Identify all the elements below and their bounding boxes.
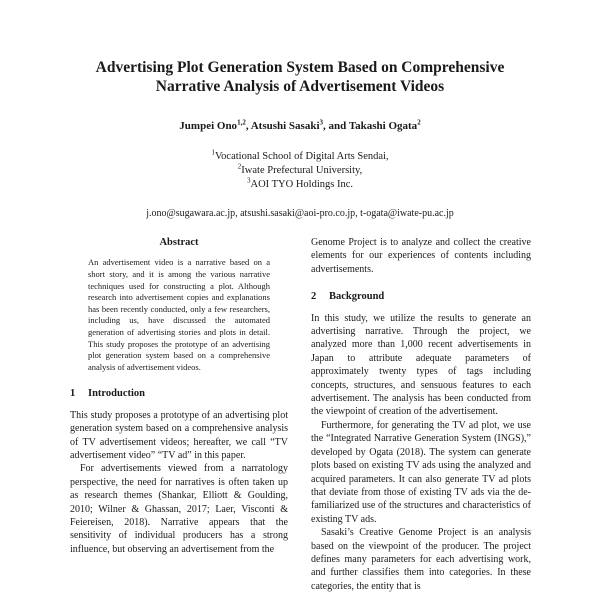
affiliation-mark: 3 [247,176,251,185]
paragraph: In this study, we utilize the results to generate an advertising narrative. Through the project, we analyzed more than 1,000 recent advertisements in Japan to attribute adequate parameters of approximately twenty types of tags including concepts, structures, and sensuous features to each advertisement. The analysis has been conducted from the viewpoint of creation of the advertisement. [311,312,531,418]
author-separator: , and [323,120,349,132]
author-separator: , [245,120,251,132]
affiliation-text: AOI TYO Holdings Inc. [250,179,353,190]
left-column [70,236,288,556]
author-emails: j.ono@sugawara.ac.jp, atsushi.sasaki@aoi-pro.co.jp, t-ogata@iwate-pu.ac.jp [146,208,454,219]
affiliation-line [60,150,540,164]
paragraph: Sasaki’s Creative Genome Project is an analysis based on the viewpoint of the producer. The project defines many parameters for each advertising work, and further classifies them into categories. In these categories, the entity that is [311,527,531,592]
section-heading-background [311,290,531,303]
section-number: 1 [70,388,76,400]
right-column [311,236,531,593]
title-line-1: Advertising Plot Generation System Based on Comprehensive [95,59,505,76]
author-list [60,120,540,132]
paragraph: Furthermore, for generating the TV ad plot, we use the “Integrated Narrative Generation System (INGS),” developed by Ogata (2018). The system can generate plots based on existing TV ads using the analyzed and acquired parameters. It can also generate TV ad plots that deviate from those of existing TV ads via the de-familiarized use of the structures and characteristics of existing TV ads. [311,419,531,525]
paragraph: For advertisements viewed from a narratology perspective, the need for narratives is often taken up as research themes (Shankar, Elliott & Goulding, 2010; Wilner & Ghassan, 2017; Laer, Visconti & Feiereisen, 2018). Narrative appears that the sensitivity of individual producers has a strong influence, but observing an advertisement from the [70,463,288,555]
affiliation-line [60,178,540,192]
section-heading-introduction [70,387,288,400]
author-name: Jumpei Ono [179,120,238,132]
affiliation-mark: 1 [211,148,215,157]
section-title: Introduction [88,388,145,400]
paragraph: Genome Project is to analyze and collect the creative elements for our experiences of contents including advertisements. [311,237,531,275]
section-title: Background [329,291,385,303]
author-name: Takashi Ogata [348,120,418,132]
author-affil-mark: 3 [319,118,324,127]
affiliation-mark: 2 [237,162,242,171]
affiliation-text: Vocational School of Digital Arts Sendai, [214,151,389,162]
abstract-heading: Abstract [159,237,199,248]
author-name: Atsushi Sasaki [250,120,320,132]
affiliation-line [60,164,540,178]
affiliation-text: Iwate Prefectural University, [241,165,363,176]
paper-title [60,58,540,96]
author-affil-mark: 2 [417,118,421,127]
paragraph: This study proposes a prototype of an advertising plot generation system based on a comprehensive analysis of TV advertisement videos; hereafter, we call “TV advertisement video” “TV ad” in this paper. [70,409,288,461]
title-line-2: Narrative Analysis of Advertisement Videos [155,78,445,95]
abstract-body: An advertisement video is a narrative based on a short story, and it is among the various narrative techniques used for constructing a plot. Although research into advertisement copies and explanations has been recently conducted, only a few researchers, including us, have discussed the automated generation of advertising stories and plots in detail. This study proposes the prototype of an advertising plot generation system based on a comprehensive analysis of advertisement videos. [88,257,270,372]
section-number: 2 [311,291,317,303]
affiliations [60,150,540,192]
author-affil-mark: 1,2 [237,118,246,127]
